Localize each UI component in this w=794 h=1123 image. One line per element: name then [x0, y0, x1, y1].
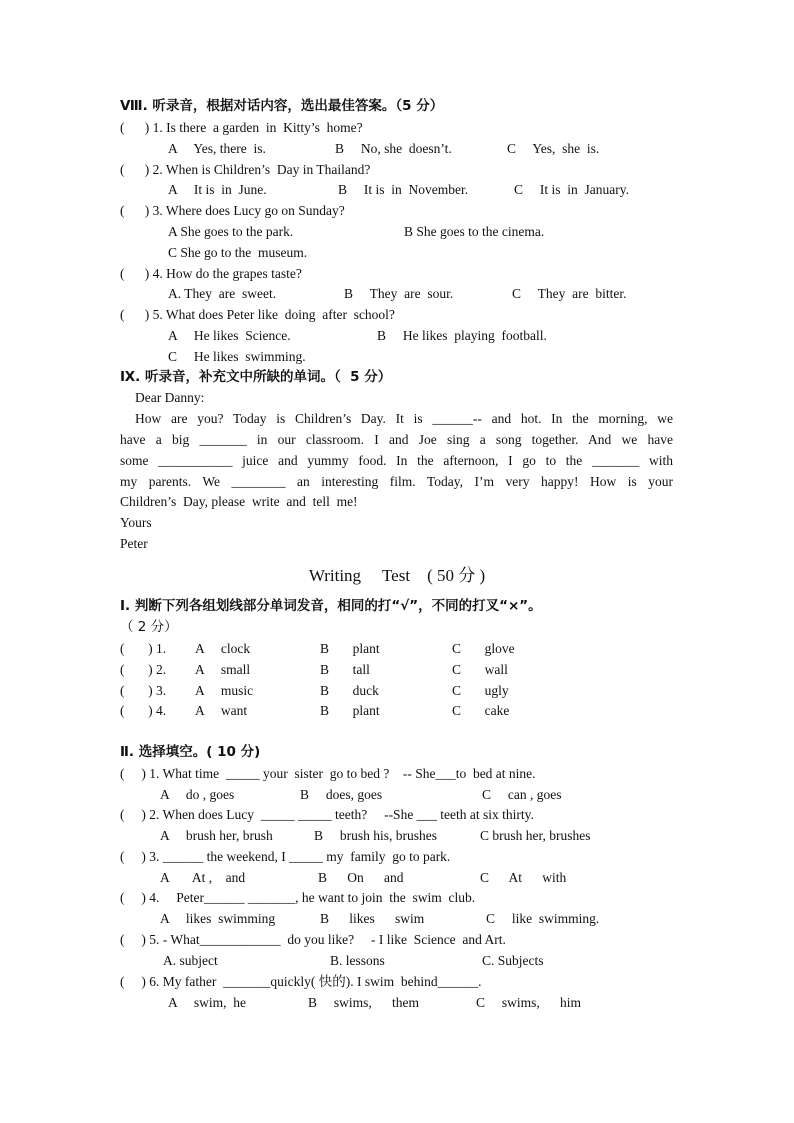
pronunciation-option-c: C wall — [452, 662, 508, 677]
option-c: C It is in January. — [514, 182, 629, 197]
pronunciation-option-b: B tall — [320, 662, 370, 677]
question-text: ( ) 1. What time _____ your sister go to bed ? -- She___to bed at nine. — [120, 766, 536, 781]
option-b: B It is in November. — [338, 182, 469, 197]
question-text: ( ) 2. When does Lucy _____ _____ teeth? --She ___ teeth at six thirty. — [120, 807, 534, 822]
option-c: C She go to the museum. — [168, 245, 308, 260]
letter-line: Children’s Day, please write and tell me! — [120, 494, 358, 509]
option-b: B. lessons — [330, 953, 385, 968]
option-a: A. subject — [163, 953, 218, 968]
option-a: A At , and — [160, 870, 246, 885]
option-b: B does, goes — [300, 787, 383, 802]
writing-section-2-heading: Ⅱ. 选择填空。( 10 分) — [120, 744, 261, 760]
option-b: B No, she doesn’t. — [335, 141, 452, 156]
letter-greeting: Dear Danny: — [135, 390, 205, 405]
pronunciation-option-c: C ugly — [452, 683, 509, 698]
option-a: A. They are sweet. — [168, 286, 277, 301]
option-a: A It is in June. — [168, 182, 267, 197]
letter-line: How are you? Today is Children’s Day. It is ______-- and hot. In the morning, we — [135, 411, 673, 426]
option-c: C brush her, brushes — [480, 828, 591, 843]
option-c: C like swimming. — [486, 911, 600, 926]
option-c: C swims, him — [476, 995, 582, 1010]
option-c: C can , goes — [482, 787, 562, 802]
option-b: B brush his, brushes — [314, 828, 438, 843]
pronunciation-option-a: A small — [195, 662, 251, 677]
section-9-heading: Ⅸ. 听录音，补充文中所缺的单词。（ 5 分） — [120, 369, 392, 385]
pronunciation-row-number: ( ) 2. — [120, 662, 167, 677]
letter-closing: Yours — [120, 515, 152, 530]
option-a: A He likes Science. — [168, 328, 291, 343]
pronunciation-option-c: C glove — [452, 641, 515, 656]
option-a: A brush her, brush — [160, 828, 273, 843]
pronunciation-option-c: C cake — [452, 703, 510, 718]
letter-line: my parents. We ________ an interesting film. Today, I’m very happy! How is your — [120, 474, 673, 489]
option-b: B On and — [318, 870, 404, 885]
section-8-heading: Ⅷ. 听录音，根据对话内容，选出最佳答案。（5 分） — [120, 98, 444, 114]
letter-line: some ___________ juice and yummy food. In the afternoon, I go to the _______ with — [120, 453, 673, 468]
question-text: ( ) 4. Peter______ _______, he want to join the swim club. — [120, 890, 476, 905]
option-b: B swims, them — [308, 995, 420, 1010]
option-c: C He likes swimming. — [168, 349, 306, 364]
question-text: ( ) 1. Is there a garden in Kitty’s home? — [120, 120, 363, 135]
pronunciation-option-a: A music — [195, 683, 254, 698]
question-text: ( ) 5. - What____________ do you like? - I like Science and Art. — [120, 932, 506, 947]
pronunciation-option-a: A clock — [195, 641, 251, 656]
option-a: A likes swimming — [160, 911, 276, 926]
option-c: C Yes, she is. — [507, 141, 600, 156]
question-text: ( ) 4. How do the grapes taste? — [120, 266, 302, 281]
letter-signature: Peter — [120, 536, 148, 551]
letter-line: have a big _______ in our classroom. I and Joe sing a song together. And we have — [120, 432, 673, 447]
question-text: ( ) 3. Where does Lucy go on Sunday? — [120, 203, 345, 218]
writing-section-1-heading: Ⅰ. 判断下列各组划线部分单词发音，相同的打“√”，不同的打叉“×”。 — [120, 598, 542, 614]
option-a: A swim, he — [168, 995, 247, 1010]
question-text: ( ) 6. My father _______quickly( 快的). I swim behind______. — [120, 974, 482, 989]
pronunciation-row-number: ( ) 3. — [120, 683, 167, 698]
option-c: C. Subjects — [482, 953, 544, 968]
option-b: B He likes playing football. — [377, 328, 547, 343]
option-a: A Yes, there is. — [168, 141, 266, 156]
option-c: C At with — [480, 870, 567, 885]
pronunciation-option-b: B plant — [320, 641, 380, 656]
question-text: ( ) 2. When is Children’s Day in Thailand? — [120, 162, 371, 177]
option-c: C They are bitter. — [512, 286, 627, 301]
option-b: B likes swim — [320, 911, 425, 926]
pronunciation-row-number: ( ) 1. — [120, 641, 167, 656]
option-a: A do , goes — [160, 787, 235, 802]
question-text: ( ) 3. ______ the weekend, I _____ my family go to park. — [120, 849, 451, 864]
question-text: ( ) 5. What does Peter like doing after school? — [120, 307, 395, 322]
writing-test-title: Writing Test ( 50 分 ) — [308, 566, 486, 585]
option-a: A She goes to the park. — [168, 224, 294, 239]
option-b: B They are sour. — [344, 286, 454, 301]
pronunciation-row-number: ( ) 4. — [120, 703, 167, 718]
option-b: B She goes to the cinema. — [404, 224, 545, 239]
pronunciation-option-b: B plant — [320, 703, 380, 718]
writing-section-1-points: （ 2 分） — [120, 619, 178, 635]
pronunciation-option-a: A want — [195, 703, 248, 718]
pronunciation-option-b: B duck — [320, 683, 379, 698]
